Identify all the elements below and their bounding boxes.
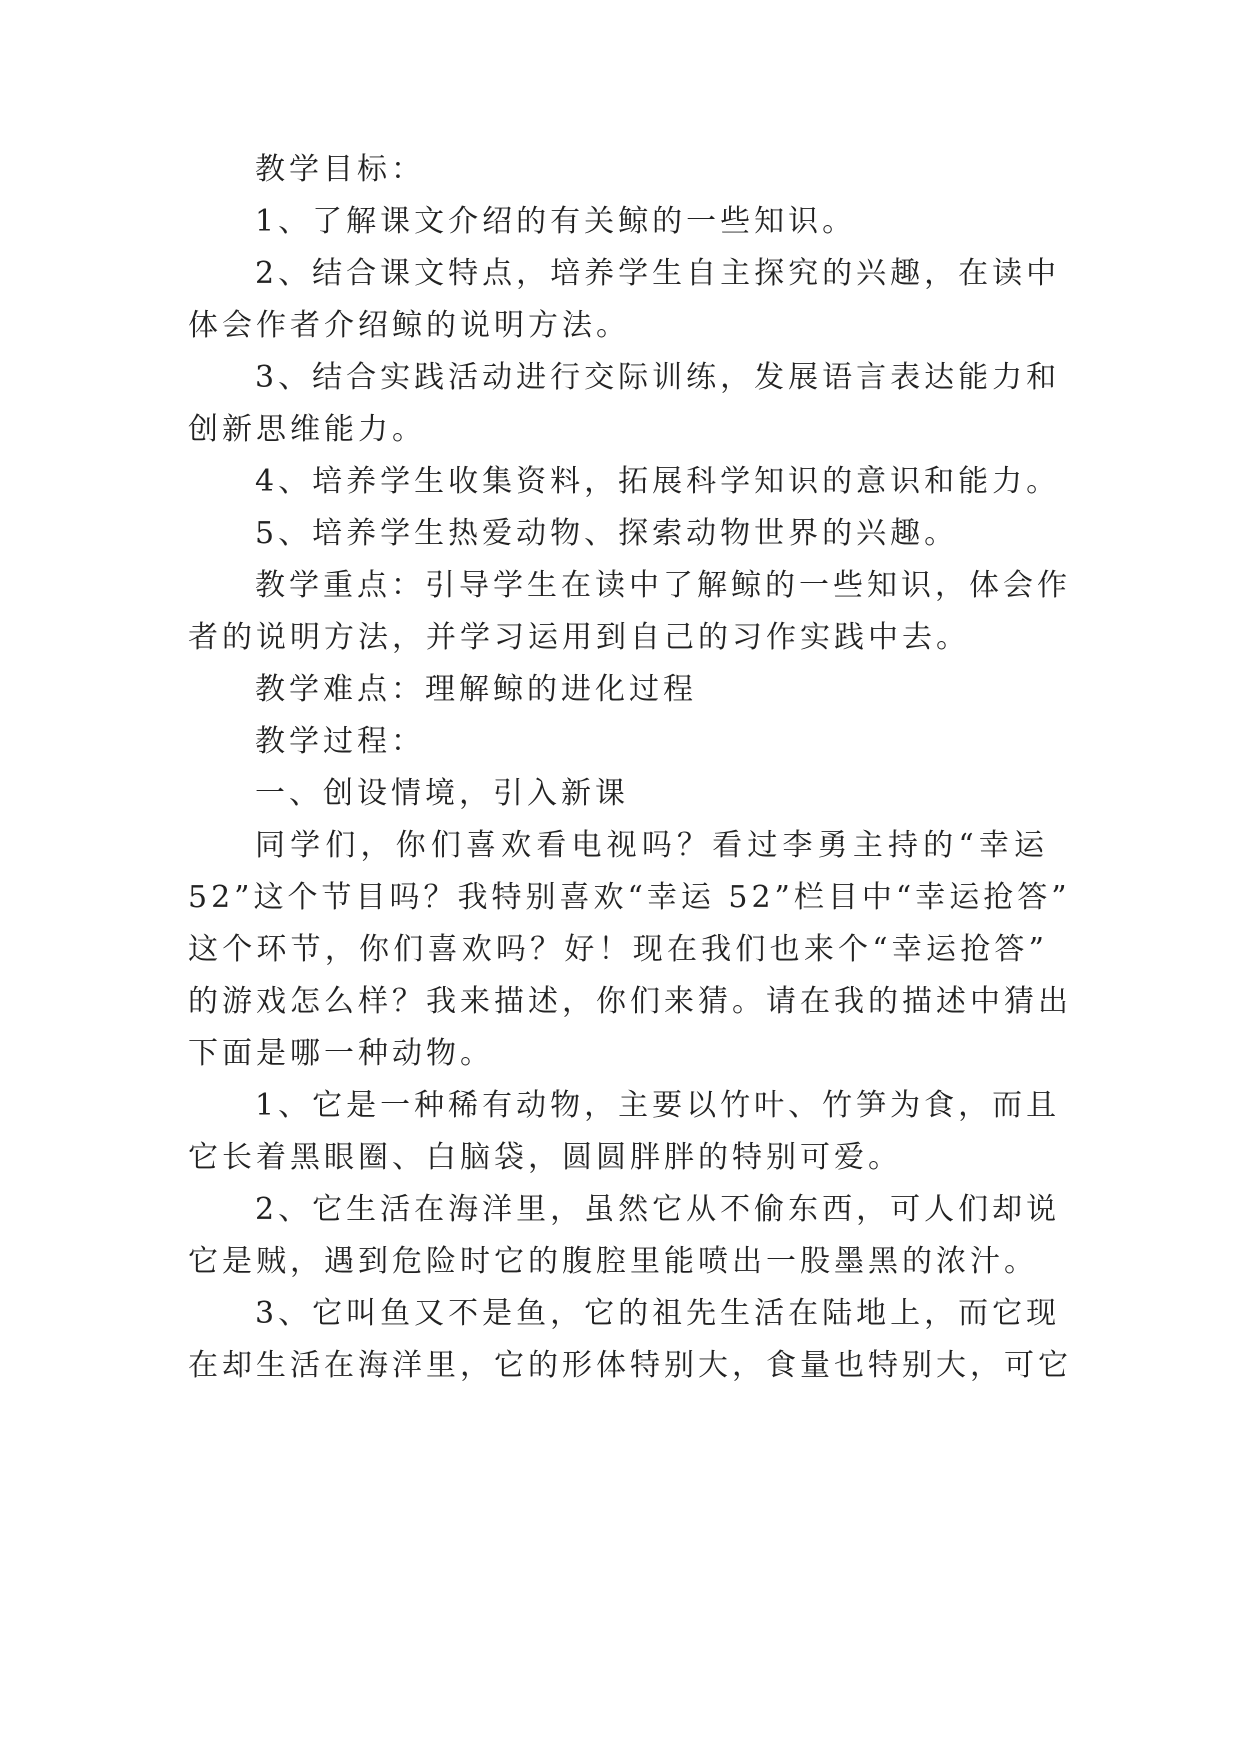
goal-5: 5、培养学生热爱动物、探索动物世界的兴趣。	[255, 516, 959, 551]
key-point-line-1: 教学重点：引导学生在读中了解鲸的一些知识，体会作	[255, 568, 1071, 603]
heading-teaching-goals: 教学目标：	[255, 152, 425, 187]
intro-line-1: 同学们，你们喜欢看电视吗？看过李勇主持的“幸运	[255, 828, 1048, 863]
key-point-line-2: 者的说明方法，并学习运用到自己的习作实践中去。	[188, 620, 970, 655]
riddle-2-line-1: 2、它生活在海洋里，虽然它从不偷东西，可人们却说	[255, 1192, 1061, 1227]
goal-3-line-2: 创新思维能力。	[188, 412, 426, 447]
heading-teaching-process: 教学过程：	[255, 724, 425, 759]
goal-1: 1、了解课文介绍的有关鲸的一些知识。	[255, 204, 857, 239]
riddle-2-line-2: 它是贼，遇到危险时它的腹腔里能喷出一股墨黑的浓汁。	[188, 1244, 1038, 1279]
intro-line-4: 的游戏怎么样？我来描述，你们来猜。请在我的描述中猜出	[188, 984, 1072, 1019]
section-1-heading: 一、创设情境，引入新课	[255, 776, 629, 811]
intro-line-3: 这个环节，你们喜欢吗？好！现在我们也来个“幸运抢答”	[188, 932, 1048, 967]
goal-2-line-2: 体会作者介绍鲸的说明方法。	[188, 308, 630, 343]
intro-line-2: 52”这个节目吗？我特别喜欢“幸运 52”栏目中“幸运抢答”	[188, 880, 1071, 915]
goal-4: 4、培养学生收集资料，拓展科学知识的意识和能力。	[255, 464, 1061, 499]
difficult-point: 教学难点：理解鲸的进化过程	[255, 672, 697, 707]
riddle-3-line-1: 3、它叫鱼又不是鱼，它的祖先生活在陆地上，而它现	[255, 1296, 1061, 1331]
riddle-1-line-2: 它长着黑眼圈、白脑袋，圆圆胖胖的特别可爱。	[188, 1140, 902, 1175]
riddle-1-line-1: 1、它是一种稀有动物，主要以竹叶、竹笋为食，而且	[255, 1088, 1061, 1123]
riddle-3-line-2: 在却生活在海洋里，它的形体特别大，食量也特别大，可它	[188, 1348, 1072, 1383]
goal-3-line-1: 3、结合实践活动进行交际训练，发展语言表达能力和	[255, 360, 1061, 395]
intro-line-5: 下面是哪一种动物。	[188, 1036, 494, 1071]
goal-2-line-1: 2、结合课文特点，培养学生自主探究的兴趣，在读中	[255, 256, 1061, 291]
